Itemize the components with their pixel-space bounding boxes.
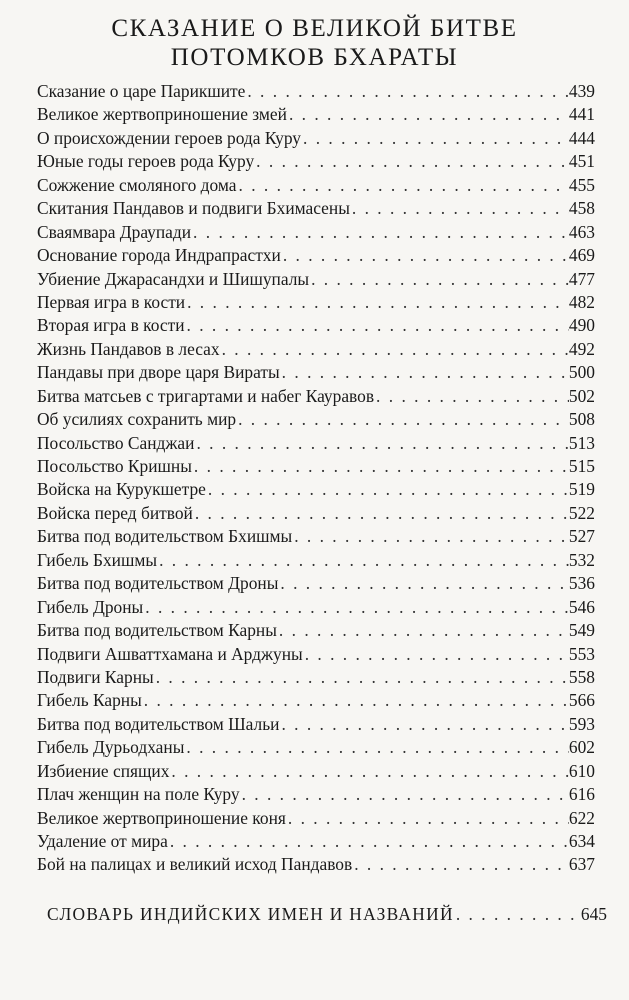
toc-entry[interactable] [37, 736, 595, 759]
toc-entry-page-number: 549 [568, 620, 595, 641]
section-heading [0, 14, 629, 72]
toc-entry-page-number: 637 [568, 854, 595, 875]
toc-entry-page-number: 490 [568, 315, 595, 336]
table-of-contents [37, 80, 595, 877]
toc-entry-title: Сожжение смоляного дома [37, 174, 237, 195]
toc-entry[interactable] [37, 244, 595, 267]
toc-entry-title: Великое жертвоприношение змей [37, 104, 287, 125]
dot-leader [236, 408, 569, 431]
toc-entry[interactable] [37, 783, 595, 806]
toc-entry[interactable] [37, 619, 595, 642]
toc-entry-page-number: 482 [568, 291, 595, 312]
toc-entry-page-number: 522 [568, 502, 595, 523]
toc-entry[interactable] [37, 807, 595, 830]
toc-entry-title: Сказание о царе Парикшите [37, 81, 246, 101]
dot-leader [194, 432, 568, 455]
toc-entry-title: Убиение Джарасандхи и Шишупалы [37, 268, 310, 289]
toc-entry-title: Пандавы при дворе царя Вираты [37, 362, 280, 383]
toc-entry-page-number: 610 [568, 760, 595, 781]
toc-entry-page-number: 441 [568, 104, 595, 125]
toc-entry-page-number: 477 [568, 268, 595, 289]
toc-entry[interactable] [37, 432, 595, 455]
toc-entry-page-number: 444 [568, 127, 595, 148]
dot-leader [287, 103, 569, 126]
toc-entry-title: Основание города Индрапрастхи [37, 245, 281, 266]
toc-entry[interactable] [37, 127, 595, 150]
toc-entry-title: Битва под водительством Бхишмы [37, 526, 293, 547]
toc-entry-title: Войска перед битвой [37, 502, 193, 523]
toc-entry-title: Посольство Санджаи [37, 432, 195, 453]
toc-entry[interactable] [37, 830, 595, 853]
dot-leader [350, 197, 569, 220]
heading-line-1: СКАЗАНИЕ О ВЕЛИКОЙ БИТВЕ [111, 15, 518, 42]
toc-entry-page-number: 463 [568, 221, 595, 242]
heading-line-2: ПОТОМКОВ БХАРАТЫ [170, 44, 459, 71]
toc-entry-title: Гибель Карны [37, 690, 142, 711]
toc-entry-page-number: 451 [568, 151, 595, 172]
toc-entry[interactable] [37, 572, 595, 595]
toc-entry-page-number: 519 [568, 479, 595, 500]
toc-entry-title: Гибель Дроны [37, 596, 144, 617]
toc-entry-title: Битва матсьев с тригартами и набег Кауравов [37, 385, 375, 406]
dot-leader [303, 643, 569, 666]
dot-leader [185, 314, 569, 337]
toc-entry-title: Великое жертвоприношение коня [37, 807, 286, 828]
toc-entry-title: Бой на палицах и великий исход Пандавов [37, 854, 353, 875]
dot-leader [301, 127, 569, 150]
toc-entry-page-number: 602 [568, 737, 595, 758]
dot-leader [168, 830, 569, 853]
toc-entry-page-number: 527 [568, 526, 595, 547]
toc-entry-title: Вторая игра в кости [37, 315, 185, 336]
toc-entry-title: Битва под водительством Шальи [37, 713, 280, 734]
toc-entry-page-number: 513 [568, 432, 595, 453]
toc-entry-page-number: 536 [568, 573, 595, 594]
toc-entry-page-number: 439 [568, 81, 595, 101]
toc-entry[interactable] [37, 268, 595, 291]
dot-leader [292, 525, 569, 548]
toc-entry[interactable] [37, 197, 595, 220]
toc-entry-page-number: 469 [568, 245, 595, 266]
toc-entry-page-number: 546 [568, 596, 595, 617]
toc-entry-title: О происхождении героев рода Куру [37, 127, 301, 148]
toc-entry-page-number: 616 [568, 784, 595, 805]
toc-entry-title: Об усилиях сохранить мир [37, 409, 237, 430]
toc-entry[interactable] [37, 596, 595, 619]
toc-entry[interactable] [37, 314, 595, 337]
toc-entry-title: Подвиги Ашваттхамана и Арджуны [37, 643, 303, 664]
toc-entry[interactable] [37, 80, 595, 103]
toc-entry[interactable] [37, 643, 595, 666]
dot-leader [279, 713, 568, 736]
dot-leader [184, 736, 569, 759]
dot-leader [454, 903, 581, 926]
dot-leader [280, 361, 569, 384]
dot-leader [245, 80, 569, 103]
toc-entry-title: Плач женщин на поле Куру [37, 784, 240, 805]
toc-entry-title: Скитания Пандавов и подвиги Бхимасены [37, 198, 350, 219]
toc-entry-title: Гибель Бхишмы [37, 549, 158, 570]
dot-leader [278, 572, 569, 595]
toc-entry-page-number: 455 [568, 174, 595, 195]
glossary-page-number: 645 [580, 904, 607, 924]
toc-entry[interactable] [37, 502, 595, 525]
dot-leader [237, 174, 569, 197]
toc-entry[interactable] [37, 713, 595, 736]
dot-leader [185, 291, 569, 314]
toc-entry-page-number: 634 [568, 831, 595, 851]
toc-entry-page-number: 566 [568, 690, 595, 711]
dot-leader [277, 619, 569, 642]
dot-leader [281, 244, 569, 267]
dot-leader [157, 549, 569, 572]
toc-entry-page-number: 622 [568, 807, 595, 828]
toc-entry-title: Юные годы героев рода Куру [37, 151, 255, 172]
dot-leader [169, 760, 569, 783]
toc-entry[interactable] [37, 361, 595, 384]
dot-leader [193, 502, 569, 525]
dot-leader [352, 853, 569, 876]
toc-entry-title: Сваямвара Драупади [37, 221, 192, 242]
toc-entry[interactable] [37, 338, 595, 361]
toc-entry[interactable] [37, 150, 595, 173]
dot-leader [240, 783, 569, 806]
toc-entry[interactable] [37, 549, 595, 572]
toc-entry[interactable] [37, 385, 595, 408]
toc-entry-title: Посольство Кришны [37, 456, 192, 476]
dot-leader [143, 596, 569, 619]
toc-entry[interactable] [37, 760, 595, 783]
dot-leader [191, 221, 569, 244]
toc-entry-title: Гибель Дурьодханы [37, 737, 185, 758]
toc-entry-page-number: 558 [568, 666, 595, 687]
toc-entry[interactable] [37, 853, 595, 876]
toc-entry-page-number: 502 [568, 385, 595, 406]
toc-entry-title: Удаление от мира [37, 831, 168, 851]
toc-entry-page-number: 593 [568, 713, 595, 734]
toc-entry-page-number: 508 [568, 409, 595, 430]
toc-entry-page-number: 500 [568, 362, 595, 383]
toc-entry[interactable] [37, 666, 595, 689]
toc-entry[interactable] [37, 408, 595, 431]
dot-leader [142, 689, 569, 712]
toc-entry-title: Избиение спящих [37, 760, 170, 781]
toc-entry-page-number: 532 [568, 549, 595, 570]
toc-entry[interactable] [37, 174, 595, 197]
toc-entry[interactable] [37, 478, 595, 501]
dot-leader [154, 666, 569, 689]
toc-entry[interactable] [37, 689, 595, 712]
dot-leader [192, 455, 569, 478]
dot-leader [374, 385, 569, 408]
glossary-entry[interactable] [47, 903, 607, 926]
toc-entry[interactable] [37, 221, 595, 244]
toc-entry-title: Войска на Курукшетре [37, 479, 206, 500]
toc-entry-title: Первая игра в кости [37, 291, 186, 312]
toc-entry-title: Битва под водительством Карны [37, 620, 277, 641]
toc-entry-page-number: 515 [568, 456, 595, 476]
dot-leader [220, 338, 569, 361]
dot-leader [286, 807, 569, 830]
dot-leader [309, 268, 569, 291]
toc-entry-title: Жизнь Пандавов в лесах [37, 338, 220, 359]
toc-entry[interactable] [37, 455, 595, 478]
toc-entry[interactable] [37, 525, 595, 548]
toc-entry-page-number: 458 [568, 198, 595, 219]
dot-leader [206, 478, 569, 501]
dot-leader [254, 150, 569, 173]
toc-entry-title: Подвиги Карны [37, 666, 154, 687]
toc-entry[interactable] [37, 291, 595, 314]
toc-entry-page-number: 492 [568, 338, 595, 359]
glossary-title: СЛОВАРЬ ИНДИЙСКИХ ИМЕН И НАЗВАНИЙ [47, 904, 454, 924]
toc-entry-title: Битва под водительством Дроны [37, 573, 279, 594]
toc-entry[interactable] [37, 103, 595, 126]
toc-entry-page-number: 553 [568, 643, 595, 664]
